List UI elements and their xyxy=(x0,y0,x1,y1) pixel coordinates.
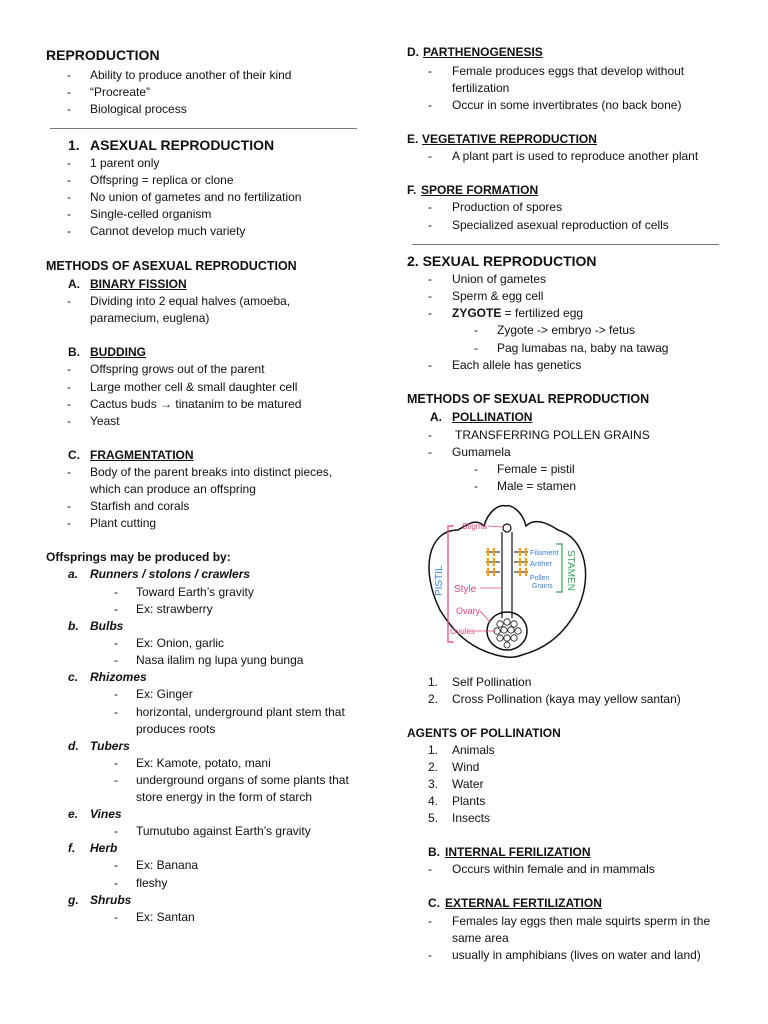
ovary-label: Ovary xyxy=(456,606,481,616)
bullet-dash: - xyxy=(114,858,118,872)
bullet-dash: - xyxy=(428,64,432,78)
list-item: Occurs within female and in mammals xyxy=(452,862,655,876)
offspring-name: Bulbs xyxy=(90,619,124,633)
f-prefix: F. xyxy=(407,183,417,197)
bullet-dash: - xyxy=(67,68,71,82)
offspring-name: Shrubs xyxy=(90,893,132,907)
list-item: Female = pistil xyxy=(497,462,575,476)
list-item: produces roots xyxy=(136,722,216,736)
bullet-dash: - xyxy=(428,98,432,112)
bullet-dash: - xyxy=(114,876,118,890)
list-item: Starfish and corals xyxy=(90,499,190,513)
list-item: Wind xyxy=(452,760,480,774)
sexual-heading: 2. SEXUAL REPRODUCTION xyxy=(407,253,597,269)
binary-title: BINARY FISSION xyxy=(90,277,187,291)
list-number: 1. xyxy=(428,675,439,689)
list-item: Yeast xyxy=(90,414,120,428)
f-title: SPORE FORMATION xyxy=(421,183,539,197)
list-item: Tumutubo against Earth’s gravity xyxy=(136,824,311,838)
c-title: EXTERNAL FERTILIZATION xyxy=(445,896,602,910)
pollen-label: Pollen xyxy=(530,575,550,582)
list-number: 4. xyxy=(428,794,439,808)
list-item: Animals xyxy=(452,743,495,757)
binary-letter: A. xyxy=(68,277,80,291)
list-item: Cross Pollination (kaya may yellow santan) xyxy=(452,692,681,706)
grains-label: Grains xyxy=(532,583,553,590)
list-item: Occur in some invertibrates (no back bone) xyxy=(452,98,682,112)
bullet-dash: - xyxy=(428,428,432,442)
bullet-dash: - xyxy=(428,862,432,876)
offspring-name: Herb xyxy=(90,841,118,855)
bullet-dash: - xyxy=(67,380,71,394)
sexual-methods-heading: METHODS OF SEXUAL REPRODUCTION xyxy=(407,392,650,406)
stigma-label: Stigma xyxy=(462,522,487,531)
bullet-dash: - xyxy=(114,585,118,599)
bullet-dash: - xyxy=(67,294,71,308)
pistil-label: PISTIL xyxy=(434,565,445,596)
stamen-label: STAMEN xyxy=(565,550,576,591)
list-item: Cactus buds → tinatanim to be matured xyxy=(90,397,302,411)
list-item: TRANSFERRING POLLEN GRAINS xyxy=(455,428,650,442)
list-item: usually in amphibians (lives on water and land) xyxy=(452,948,701,962)
bullet-dash: - xyxy=(114,756,118,770)
bullet-dash: - xyxy=(67,414,71,428)
style-label: Style xyxy=(454,584,477,595)
list-item: Production of spores xyxy=(452,200,563,214)
list-item: Ex: strawberry xyxy=(136,602,213,616)
bullet-dash: - xyxy=(67,397,71,411)
list-item: fertilization xyxy=(452,81,510,95)
bullet-dash: - xyxy=(67,102,71,116)
list-item: Biological process xyxy=(90,102,187,116)
zygote-rest: = fertilized egg xyxy=(501,306,584,320)
bullet-dash: - xyxy=(67,465,71,479)
bullet-dash: - xyxy=(114,773,118,787)
stigma-knob xyxy=(503,524,511,532)
style-tube xyxy=(502,532,512,618)
bullet-dash: - xyxy=(428,358,432,372)
bullet-dash: - xyxy=(114,910,118,924)
frag-letter: C. xyxy=(68,448,80,462)
list-item: Sperm & egg cell xyxy=(452,289,544,303)
stigma-pointer xyxy=(488,526,503,527)
offspring-letter: b. xyxy=(68,619,79,633)
bullet-dash: - xyxy=(428,914,432,928)
title-reproduction: REPRODUCTION xyxy=(46,47,160,63)
bullet-dash: - xyxy=(474,323,478,337)
list-item: fleshy xyxy=(136,876,168,890)
bullet-dash: - xyxy=(428,149,432,163)
bullet-dash: - xyxy=(114,705,118,719)
offspring-name: Tubers xyxy=(90,739,130,753)
poll-letter: A. xyxy=(430,410,442,424)
d-prefix: D. xyxy=(407,45,419,59)
flower-diagram xyxy=(418,500,600,666)
divider xyxy=(412,244,719,245)
asexual-heading: ASEXUAL REPRODUCTION xyxy=(90,137,275,153)
list-number: 3. xyxy=(428,777,439,791)
list-item: Zygote -> embryo -> fetus xyxy=(497,323,636,337)
list-item: Specialized asexual reproduction of cells xyxy=(452,218,669,232)
bullet-dash: - xyxy=(428,948,432,962)
offspring-letter: e. xyxy=(68,807,79,821)
frag-title: FRAGMENTATION xyxy=(90,448,194,462)
b-prefix: B. xyxy=(428,845,440,859)
list-item: Offspring grows out of the parent xyxy=(90,362,265,376)
list-item: Plants xyxy=(452,794,486,808)
list-number: 5. xyxy=(428,811,439,825)
list-number: 1. xyxy=(428,743,439,757)
list-item: Nasa ilalim ng lupa yung bunga xyxy=(136,653,304,667)
anthers xyxy=(488,548,526,576)
list-item: Male = stamen xyxy=(497,479,577,493)
list-item: Ex: Banana xyxy=(136,858,199,872)
offspring-letter: f. xyxy=(68,841,76,855)
bullet-dash: - xyxy=(67,224,71,238)
bullet-dash: - xyxy=(67,362,71,376)
list-item: which can produce an offspring xyxy=(90,482,256,496)
ovary-pointer xyxy=(480,611,490,622)
list-item: Toward Earth’s gravity xyxy=(136,585,254,599)
list-item: Females lay eggs then male squirts sperm in the xyxy=(452,914,711,928)
list-item: horizontal, underground plant stem that xyxy=(136,705,345,719)
bullet-dash: - xyxy=(67,190,71,204)
offspring-letter: d. xyxy=(68,739,79,753)
bullet-dash: - xyxy=(67,516,71,530)
bullet-dash: - xyxy=(67,173,71,187)
divider xyxy=(50,128,357,129)
bullet-dash: - xyxy=(428,272,432,286)
d-title: PARTHENOGENESIS xyxy=(423,45,543,59)
bullet-dash: - xyxy=(114,687,118,701)
list-item: store energy in the form of starch xyxy=(136,790,313,804)
bullet-dash: - xyxy=(67,499,71,513)
list-item: paramecium, euglena) xyxy=(90,311,210,325)
poll-title: POLLINATION xyxy=(452,410,533,424)
list-item: Large mother cell & small daughter cell xyxy=(90,380,298,394)
list-item: underground organs of some plants that xyxy=(136,773,349,787)
bullet-dash: - xyxy=(474,462,478,476)
list-number: 2. xyxy=(428,760,439,774)
offspring-name: Vines xyxy=(90,807,122,821)
e-title: VEGETATIVE REPRODUCTION xyxy=(422,132,597,146)
offspring-name: Rhizomes xyxy=(90,670,147,684)
offspring-name: Runners / stolons / crawlers xyxy=(90,567,251,581)
offspring-letter: a. xyxy=(68,567,79,581)
list-item: Plant cutting xyxy=(90,516,157,530)
e-prefix: E. xyxy=(407,132,419,146)
offspring-letter: g. xyxy=(68,893,79,907)
list-item: Pag lumabas na, baby na tawag xyxy=(497,341,669,355)
bullet-dash: - xyxy=(114,824,118,838)
list-item: Single-celled organism xyxy=(90,207,212,221)
list-item: Dividing into 2 equal halves (amoeba, xyxy=(90,294,291,308)
list-item: Body of the parent breaks into distinct pieces, xyxy=(90,465,333,479)
list-item: Union of gametes xyxy=(452,272,547,286)
list-item: No union of gametes and no fertilization xyxy=(90,190,302,204)
budding-letter: B. xyxy=(68,345,80,359)
bullet-dash: - xyxy=(114,602,118,616)
c-prefix: C. xyxy=(428,896,440,910)
bullet-dash: - xyxy=(428,289,432,303)
ovules-label: Ovules xyxy=(450,627,475,636)
bullet-dash: - xyxy=(67,156,71,170)
bullet-dash: - xyxy=(67,207,71,221)
list-item: Ex: Kamote, potato, mani xyxy=(136,756,271,770)
bullet-dash: - xyxy=(114,636,118,650)
bullet-dash: - xyxy=(114,653,118,667)
agents-heading: AGENTS OF POLLINATION xyxy=(407,726,561,740)
filament-label: Filament xyxy=(530,548,559,557)
b-title: INTERNAL FERILIZATION xyxy=(445,845,591,859)
list-item: Ability to produce another of their kind xyxy=(90,68,292,82)
ovules-cluster xyxy=(494,619,521,648)
bullet-dash: - xyxy=(428,306,432,320)
bullet-dash: - xyxy=(474,341,478,355)
bullet-dash: - xyxy=(428,445,432,459)
zygote-line xyxy=(452,306,583,320)
list-item: Ex: Ginger xyxy=(136,687,193,701)
list-item: A plant part is used to reproduce another plant xyxy=(452,149,699,163)
budding-title: BUDDING xyxy=(90,345,146,359)
list-item: same area xyxy=(452,931,509,945)
list-item: Insects xyxy=(452,811,491,825)
list-item: Each allele has genetics xyxy=(452,358,582,372)
asexual-methods-heading: METHODS OF ASEXUAL REPRODUCTION xyxy=(46,259,297,273)
list-item: Cannot develop much variety xyxy=(90,224,246,238)
list-item: Self Pollination xyxy=(452,675,532,689)
bullet-dash: - xyxy=(474,479,478,493)
bullet-dash: - xyxy=(428,200,432,214)
list-number: 2. xyxy=(428,692,439,706)
list-item: 1 parent only xyxy=(90,156,160,170)
list-item: “Procreate” xyxy=(90,85,151,99)
offspring-heading: Offsprings may be produced by: xyxy=(46,550,231,564)
list-item: Ex: Onion, garlic xyxy=(136,636,225,650)
bullet-dash: - xyxy=(428,218,432,232)
offspring-letter: c. xyxy=(68,670,79,684)
zygote-bold: ZYGOTE xyxy=(452,306,502,320)
list-item: Offspring = replica or clone xyxy=(90,173,234,187)
anther-label: Anther xyxy=(530,559,553,568)
list-item: Water xyxy=(452,777,484,791)
asexual-heading-num: 1. xyxy=(68,137,80,153)
list-item: Gumamela xyxy=(452,445,511,459)
list-item: Ex: Santan xyxy=(136,910,195,924)
bullet-dash: - xyxy=(67,85,71,99)
list-item: Female produces eggs that develop without xyxy=(452,64,685,78)
